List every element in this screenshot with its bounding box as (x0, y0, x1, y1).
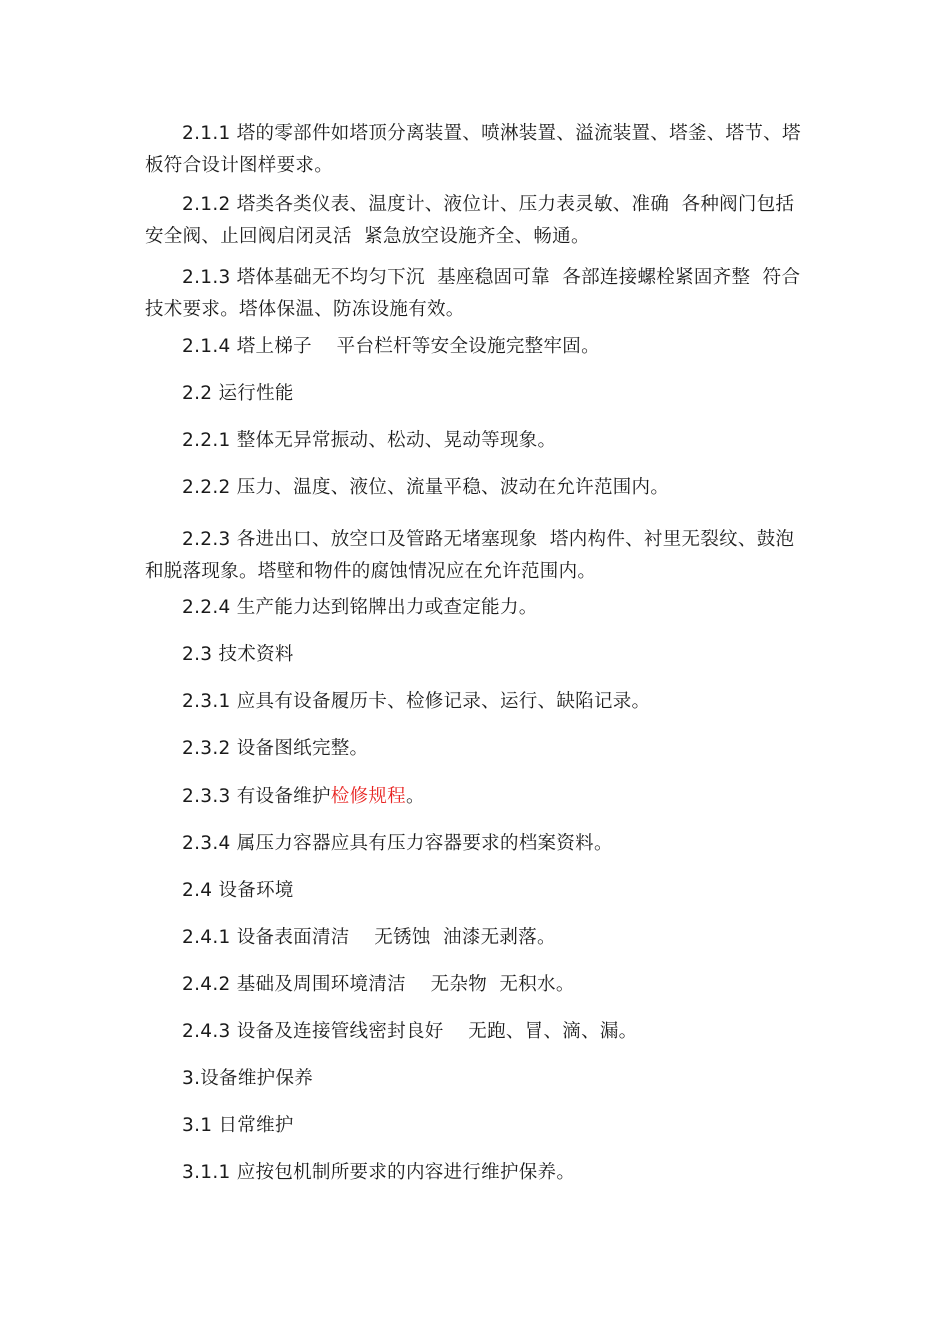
clause-2-4-2: 2.4.2 基础及周围环境清洁 无杂物 无积水。 (182, 974, 575, 995)
clause-2-2-2: 2.2.2 压力、温度、液位、流量平稳、波动在允许范围内。 (182, 477, 670, 498)
section-2-2-heading: 2.2 运行性能 (182, 383, 294, 404)
maintenance-regulation-link[interactable]: 检修规程 (330, 786, 406, 807)
clause-2-1-1: 2.1.1 塔的零部件如塔顶分离装置、喷淋装置、溢流装置、塔釜、塔节、塔板符合设计图样要求。 (145, 123, 801, 176)
clause-2-3-4: 2.3.4 属压力容器应具有压力容器要求的档案资料。 (182, 833, 613, 854)
clause-2-1-3: 2.1.3 塔体基础无不均匀下沉 基座稳固可靠 各部连接螺栓紧固齐整 符合技术要求。塔体保温、防冻设施有效。 (145, 267, 801, 320)
clause-2-3-3-text: 2.3.3 有设备维护 (182, 786, 331, 807)
clause-2-2-4: 2.2.4 生产能力达到铭牌出力或查定能力。 (182, 597, 538, 618)
clause-2-3-3 (145, 781, 810, 813)
clause-2-3-2: 2.3.2 设备图纸完整。 (182, 738, 369, 759)
clause-2-2-1: 2.2.1 整体无异常振动、松动、晃动等现象。 (182, 430, 557, 451)
clause-2-2-3: 2.2.3 各进出口、放空口及管路无堵塞现象 塔内构件、衬里无裂纹、鼓泡和脱落现象。塔壁和物件的腐蚀情况应在允许范围内。 (145, 529, 795, 582)
clause-3-1-1: 3.1.1 应按包机制所要求的内容进行维护保养。 (182, 1162, 576, 1183)
clause-2-1-4: 2.1.4 塔上梯子 平台栏杆等安全设施完整牢固。 (182, 336, 600, 357)
section-3-1-heading: 3.1 日常维护 (182, 1115, 294, 1136)
clause-2-4-1: 2.4.1 设备表面清洁 无锈蚀 油漆无剥落。 (182, 927, 556, 948)
clause-2-3-1: 2.3.1 应具有设备履历卡、检修记录、运行、缺陷记录。 (182, 691, 651, 712)
clause-2-1-2: 2.1.2 塔类各类仪表、温度计、液位计、压力表灵敏、准确 各种阀门包括安全阀、止回阀启闭灵活 紧急放空设施齐全、畅通。 (145, 194, 795, 247)
section-2-4-heading: 2.4 设备环境 (182, 880, 294, 901)
clause-2-4-3: 2.4.3 设备及连接管线密封良好 无跑、冒、滴、漏。 (182, 1021, 638, 1042)
clause-2-3-3-end: 。 (405, 786, 425, 807)
section-3-heading: 3.设备维护保养 (182, 1068, 314, 1089)
section-2-3-heading: 2.3 技术资料 (182, 644, 294, 665)
